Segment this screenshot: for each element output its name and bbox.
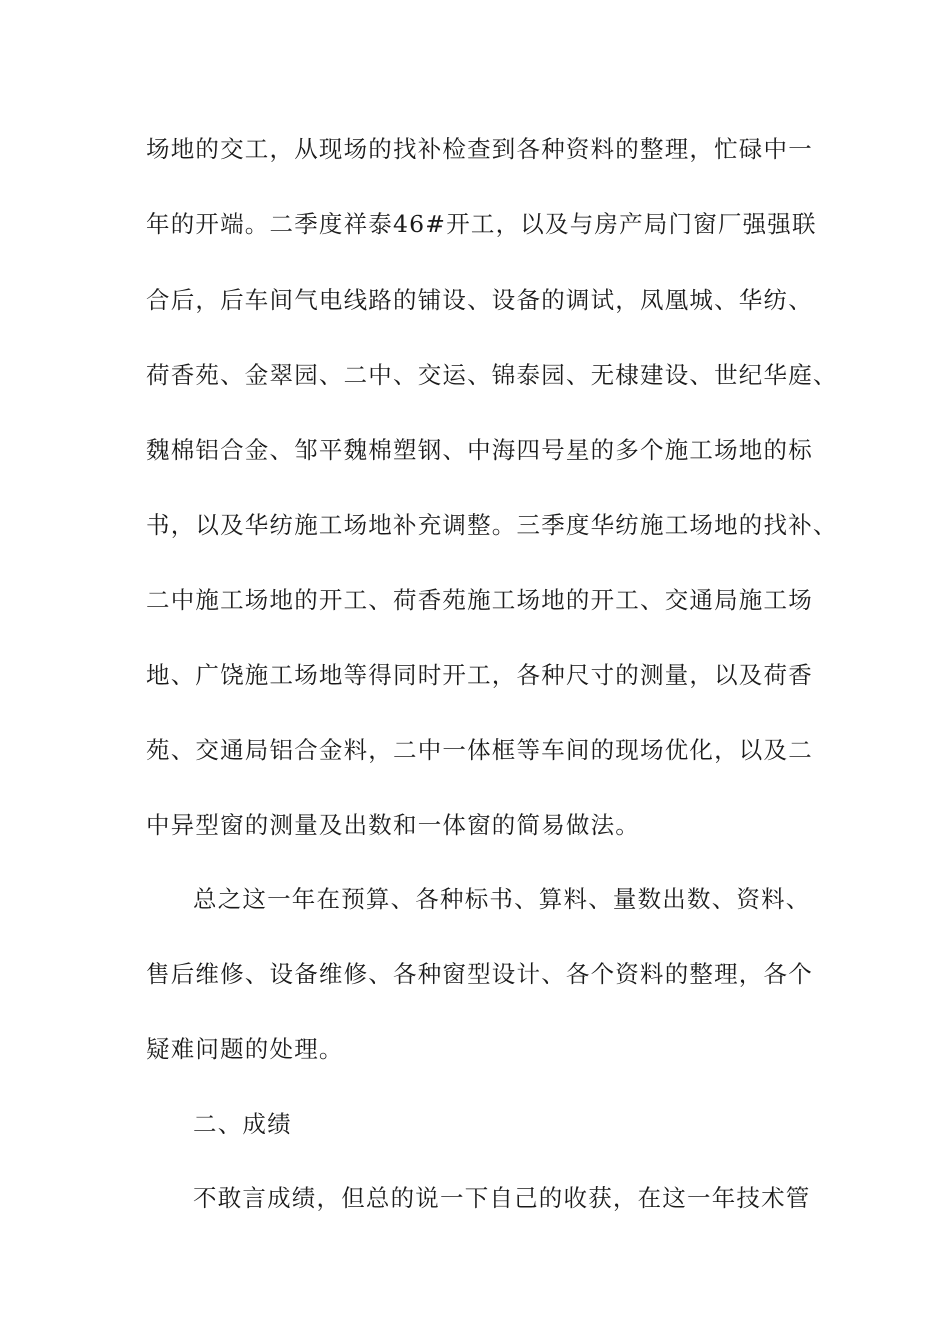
summary-paragraph-line-3: 疑难问题的处理。 xyxy=(146,1035,344,1063)
paragraph-line-2: 年的开端。二季度祥泰46#开工，以及与房产局门窗厂强强联 xyxy=(146,210,817,238)
paragraph-line-5: 魏棉铝合金、邹平魏棉塑钢、中海四号星的多个施工场地的标 xyxy=(146,436,813,464)
paragraph-line-6: 书，以及华纺施工场地补充调整。三季度华纺施工场地的找补、 xyxy=(146,511,838,539)
paragraph-line-3: 合后，后车间气电线路的铺设、设备的调试，凤凰城、华纺、 xyxy=(146,286,813,314)
paragraph-line-8: 地、广饶施工场地等得同时开工，各种尺寸的测量，以及荷香 xyxy=(146,661,813,689)
summary-paragraph-line-2: 售后维修、设备维修、各种窗型设计、各个资料的整理，各个 xyxy=(146,960,813,988)
achievements-paragraph-line-1: 不敢言成绩，但总的说一下自己的收获，在这一年技术管 xyxy=(193,1184,811,1212)
paragraph-line-9: 苑、交通局铝合金料，二中一体框等车间的现场优化，以及二 xyxy=(146,736,813,764)
paragraph-line-10: 中异型窗的测量及出数和一体窗的简易做法。 xyxy=(146,811,640,839)
paragraph-line-4: 荷香苑、金翠园、二中、交运、锦泰园、无棣建设、世纪华庭、 xyxy=(146,361,838,389)
section-heading-achievements: 二、成绩 xyxy=(193,1110,292,1138)
paragraph-line-7: 二中施工场地的开工、荷香苑施工场地的开工、交通局施工场 xyxy=(146,586,813,614)
summary-paragraph-line-1: 总之这一年在预算、各种标书、算料、量数出数、资料、 xyxy=(193,885,811,913)
paragraph-line-1: 场地的交工，从现场的找补检查到各种资料的整理，忙碌中一 xyxy=(146,135,813,163)
